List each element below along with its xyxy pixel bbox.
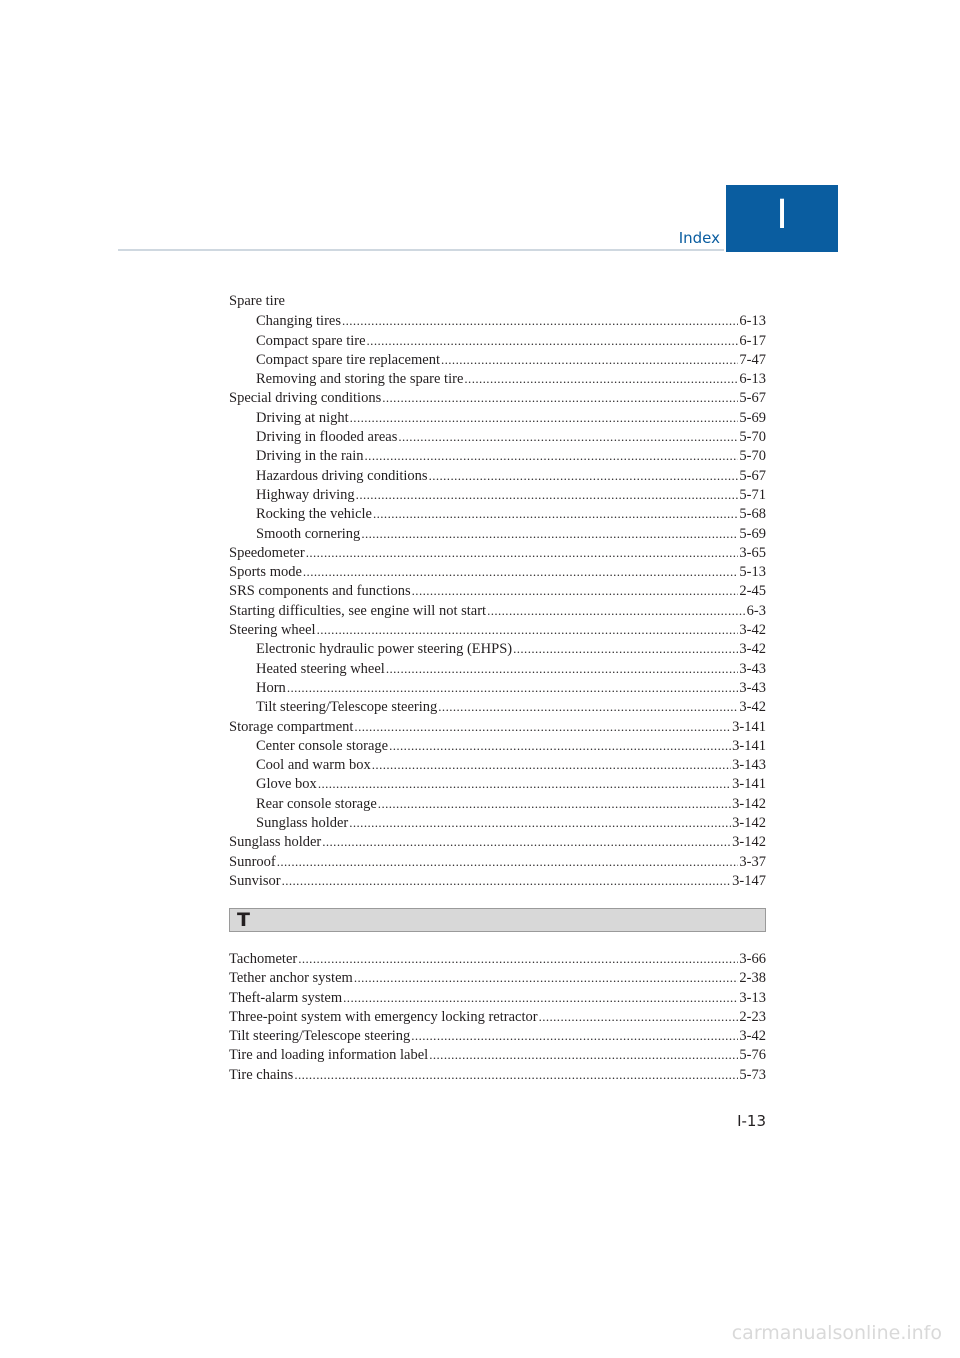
dot-leader [389,736,731,755]
index-entry [229,968,766,987]
page-reference: 5-71 [739,486,766,503]
page-reference: 3-147 [732,872,766,889]
dot-leader [343,988,738,1007]
index-term: Sunglass holder [256,815,349,832]
index-term: Rear console storage [256,795,377,812]
index-entry [229,871,766,890]
index-term: Cool and warm box [256,757,371,774]
dot-leader [429,1045,738,1064]
index-entry [229,1045,766,1064]
dot-leader [303,562,739,581]
index-subentry [229,813,766,832]
index-subentry [229,311,766,330]
index-term: Tachometer [229,951,298,967]
index-term: Special driving conditions [229,390,382,407]
section-tab: I [726,185,838,252]
index-term: Sunvisor [229,872,281,889]
page-reference: 5-67 [739,467,766,484]
page-reference: 3-65 [739,544,766,561]
index-subentry [229,408,766,427]
index-entry [229,292,766,311]
dot-leader [350,408,739,427]
index-subentry [229,678,766,697]
page-reference: 3-42 [739,699,766,716]
page-reference: 3-13 [739,989,766,1006]
index-entry [229,1007,766,1026]
dot-leader [318,774,731,793]
dot-leader [361,524,738,543]
dot-leader [282,871,732,890]
index-subentry [229,369,766,388]
index-subentry [229,524,766,543]
index-term: Rocking the vehicle [256,506,372,523]
index-entry [229,988,766,1007]
page-reference: 3-42 [739,641,766,658]
index-term: Smooth cornering [256,525,361,542]
index-entry [229,949,766,968]
page-reference: 7-47 [739,351,766,368]
section-title: Index [678,229,720,247]
page-reference: 2-38 [739,970,766,987]
index-subentry [229,485,766,504]
index-subentry [229,639,766,658]
index-term: Tilt steering/Telescope steering [256,699,438,716]
index-term: Electronic hydraulic power steering (EHPS) [256,641,513,658]
letter-heading-bar [229,908,766,932]
dot-leader [294,1065,738,1084]
dot-leader [342,311,738,330]
page-reference: 3-141 [732,737,766,754]
index-entry [229,1065,766,1084]
index-term: Tether anchor system [229,970,353,987]
page-reference: 5-76 [739,1047,766,1064]
page-reference: 3-42 [739,1028,766,1045]
page-reference: 3-143 [732,757,766,774]
dot-leader [356,485,739,504]
index-term: Compact spare tire replacement [256,351,440,368]
dot-leader [539,1007,739,1026]
page-reference: 5-73 [739,1066,766,1083]
page-reference: 3-142 [732,795,766,812]
page-reference: 6-17 [739,332,766,349]
page-reference: 6-13 [739,371,766,388]
dot-leader [349,813,731,832]
dot-leader [354,717,731,736]
page-reference: 6-3 [746,602,766,619]
index-term: Compact spare tire [256,332,366,349]
dot-leader [429,466,739,485]
page-number: I-13 [737,1112,766,1130]
dot-leader [322,832,731,851]
page-reference: 3-66 [739,951,766,967]
dot-leader [378,794,731,813]
dot-leader [412,581,739,600]
dot-leader [411,1026,738,1045]
dot-leader [398,427,738,446]
dot-leader [277,852,739,871]
index-term: Center console storage [256,737,389,754]
dot-leader [373,504,738,523]
dot-leader [438,697,738,716]
index-term: Highway driving [256,486,355,503]
dot-leader [354,968,739,987]
dot-leader [367,331,739,350]
index-term: Changing tires [256,313,341,330]
index-term: Glove box [256,776,317,793]
index-subentry [229,446,766,465]
dot-leader [306,543,739,562]
index-term: Sports mode [229,564,302,581]
dot-leader [287,678,739,697]
index-term: Driving at night [256,409,349,426]
dot-leader [386,659,739,678]
index-subentry [229,504,766,523]
index-term: Spare tire [229,293,285,309]
index-entry [229,543,766,562]
index-term: Driving in the rain [256,448,364,465]
index-entry [229,717,766,736]
index-subentry [229,350,766,369]
index-entry [229,852,766,871]
header-rule [118,249,724,251]
index-entry [229,601,766,620]
page-reference: 3-37 [739,853,766,870]
page-reference: 5-69 [739,525,766,542]
page-reference: 3-141 [732,718,766,735]
dot-leader [382,388,738,407]
page-reference: 3-43 [739,660,766,677]
page-reference: 5-67 [739,390,766,407]
page-reference: 6-13 [739,313,766,330]
index-term: Starting difficulties, see engine will not start [229,602,487,619]
index-term: Steering wheel [229,622,316,639]
index-subentry [229,736,766,755]
index-entry [229,581,766,600]
index-term: Three-point system with emergency locking retractor [229,1008,538,1025]
index-subentry [229,755,766,774]
index-term: Theft-alarm system [229,989,343,1006]
index-term: SRS components and functions [229,583,411,600]
index-entry [229,388,766,407]
page-reference: 3-42 [739,622,766,639]
page-reference: 5-68 [739,506,766,523]
index-entry [229,1026,766,1045]
dot-leader [365,446,739,465]
dot-leader [298,949,738,968]
dot-leader [441,350,738,369]
dot-leader [372,755,731,774]
index-subentry [229,774,766,793]
page-reference: 3-141 [732,776,766,793]
index-term: Driving in flooded areas [256,429,398,446]
index-subentry [229,331,766,350]
dot-leader [317,620,739,639]
index-subentry [229,794,766,813]
index-entry [229,562,766,581]
page-reference: 2-23 [739,1008,766,1025]
index-block-t [229,949,766,1084]
index-term: Removing and storing the spare tire [256,371,464,388]
index-term: Sunglass holder [229,834,322,851]
index-term: Speedometer [229,544,305,561]
index-term: Tire chains [229,1066,294,1083]
index-term: Horn [256,679,286,696]
index-term: Tilt steering/Telescope steering [229,1028,411,1045]
index-term: Sunroof [229,853,276,870]
index-term: Tire and loading information label [229,1047,429,1064]
index-term: Heated steering wheel [256,660,385,677]
dot-leader [464,369,738,388]
page-reference: 3-43 [739,679,766,696]
letter-heading: T [237,909,250,931]
index-subentry [229,697,766,716]
page-reference: 2-45 [739,583,766,600]
index-term: Storage compartment [229,718,354,735]
page-reference: 5-13 [739,564,766,581]
page-reference: 5-70 [739,448,766,465]
page-reference: 5-69 [739,409,766,426]
index-term: Hazardous driving conditions [256,467,428,484]
index-entry [229,832,766,851]
page-reference: 3-142 [732,815,766,832]
index-subentry [229,427,766,446]
index-block-s [229,292,766,890]
page-reference: 5-70 [739,429,766,446]
index-subentry [229,466,766,485]
dot-leader [513,639,738,658]
index-entry [229,620,766,639]
dot-leader [487,601,746,620]
index-subentry [229,659,766,678]
watermark: carmanualsonline.info [731,1322,942,1344]
page-reference: 3-142 [732,834,766,851]
